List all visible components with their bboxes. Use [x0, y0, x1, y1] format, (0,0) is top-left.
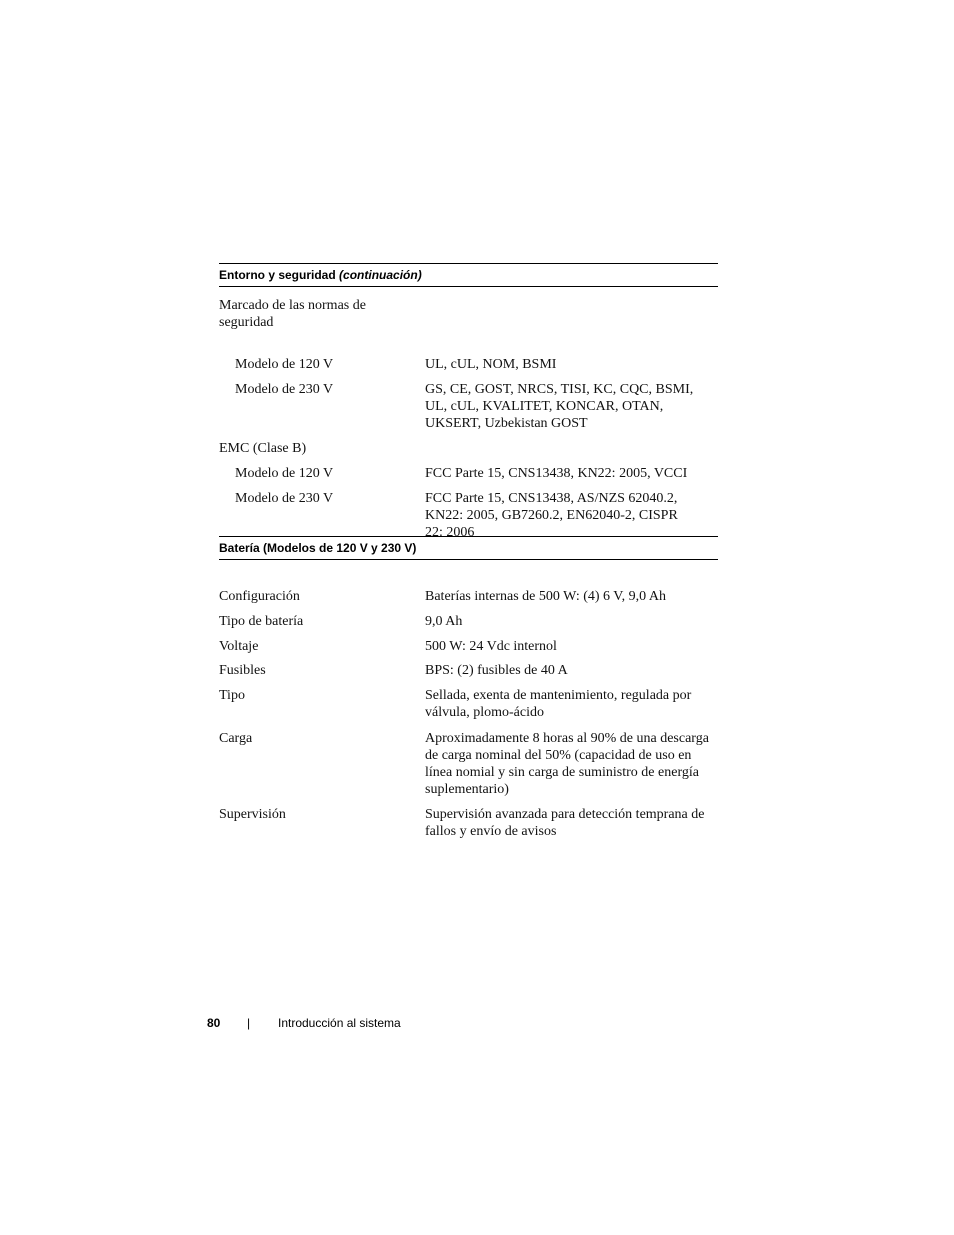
row-value: BPS: (2) fusibles de 40 A: [425, 663, 568, 678]
section-title: Batería (Modelos de 120 V y 230 V): [219, 541, 417, 555]
section-header: [219, 263, 718, 287]
environment-safety-section: [219, 263, 718, 540]
row-label: Tipo de batería: [219, 614, 304, 629]
row-value: Aproximadamente 8 horas al 90% de una descarga de carga nominal del 50% (capacidad de uso en línea nomial y sin carga de suministro de energía suplementario): [425, 731, 709, 797]
row-label: Supervisión: [219, 807, 286, 822]
row-label: Marcado de las normas de seguridad: [219, 298, 366, 330]
row-value: FCC Parte 15, CNS13438, KN22: 2005, VCCI: [425, 466, 688, 481]
row-label: Modelo de 120 V: [235, 357, 334, 372]
row-value: Supervisión avanzada para detección temprana de fallos y envío de avisos: [425, 807, 705, 839]
section-header: [219, 536, 718, 560]
row-value: GS, CE, GOST, NRCS, TISI, KC, CQC, BSMI, UL, cUL, KVALITET, KONCAR, OTAN, UKSERT, Uzbekistan GOST: [425, 382, 694, 431]
row-label: Modelo de 120 V: [235, 466, 334, 481]
row-value: FCC Parte 15, CNS13438, AS/NZS 62040.2, KN22: 2005, GB7260.2, EN62040-2, CISPR 22: 2006: [425, 491, 678, 540]
row-label: Tipo: [219, 688, 245, 703]
footer-separator: |: [247, 1016, 251, 1030]
section-title-suffix: (continuación): [339, 268, 422, 282]
row-label: Modelo de 230 V: [235, 382, 334, 397]
row-label: Configuración: [219, 589, 300, 604]
section-title: Entorno y seguridad: [219, 268, 336, 282]
chapter-title: Introducción al sistema: [278, 1016, 401, 1030]
row-value: Baterías internas de 500 W: (4) 6 V, 9,0 Ah: [425, 589, 666, 604]
page-number: 80: [207, 1016, 221, 1030]
row-label: Voltaje: [219, 639, 259, 654]
row-label: Fusibles: [219, 663, 266, 678]
row-label: Modelo de 230 V: [235, 491, 334, 506]
row-label: EMC (Clase B): [219, 441, 307, 456]
row-value: 9,0 Ah: [425, 614, 463, 629]
row-value: Sellada, exenta de mantenimiento, regulada por válvula, plomo-ácido: [425, 688, 692, 720]
row-label: Carga: [219, 731, 253, 746]
battery-section: [219, 536, 718, 839]
row-value: UL, cUL, NOM, BSMI: [425, 357, 557, 372]
row-value: 500 W: 24 Vdc internol: [425, 639, 557, 654]
